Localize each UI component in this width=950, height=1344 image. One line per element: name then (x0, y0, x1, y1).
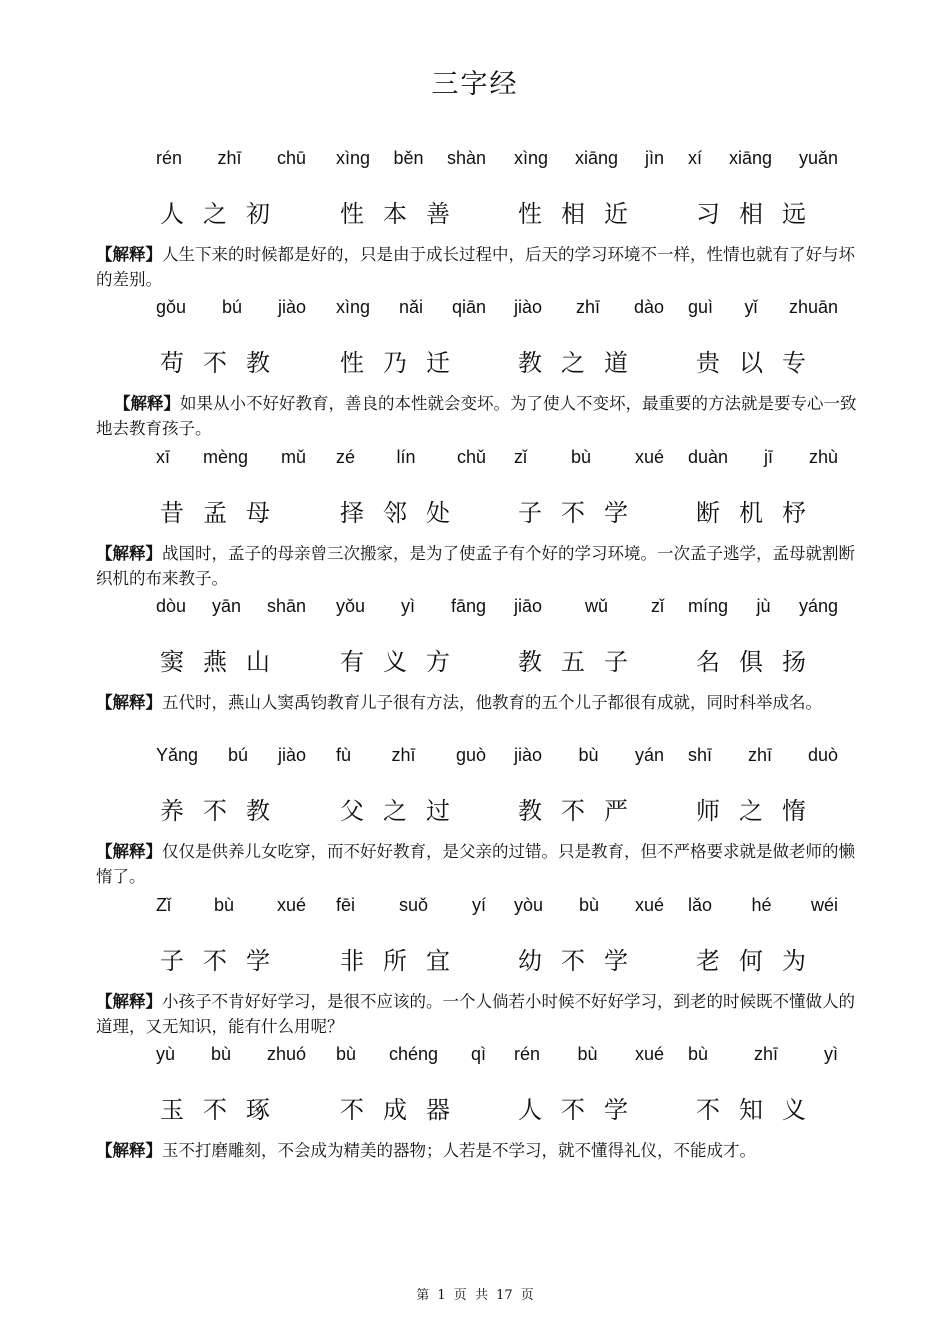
pinyin-syllable: xué (634, 895, 664, 915)
pinyin-syllable: zǐ (650, 596, 664, 616)
pinyin-syllable: zhī (754, 1044, 779, 1064)
pinyin-syllable: jī (764, 447, 773, 467)
pinyin-syllable: míng (688, 596, 729, 616)
hanzi-char: 断 (696, 499, 720, 527)
hanzi-char: 有 (340, 648, 364, 676)
hanzi-phrase (160, 1090, 270, 1125)
hanzi-char: 处 (426, 499, 450, 527)
pinyin-syllable: guì (688, 297, 714, 317)
hanzi-char: 山 (246, 648, 270, 676)
pinyin-syllable: chǔ (456, 447, 486, 467)
pinyin-group (336, 297, 486, 318)
pinyin-syllable: jiào (514, 745, 543, 765)
pinyin-group (336, 895, 486, 916)
pinyin-group (336, 1044, 486, 1065)
pinyin-syllable: zhī (217, 148, 242, 168)
explanation-label: 【解释】 (114, 394, 180, 413)
hanzi-char: 迁 (426, 349, 450, 377)
hanzi-char: 学 (246, 947, 270, 975)
hanzi-char: 不 (203, 797, 227, 825)
hanzi-char: 惰 (782, 797, 806, 825)
stanza (0, 447, 950, 591)
hanzi-char: 教 (246, 349, 270, 377)
hanzi-char: 不 (203, 1096, 227, 1124)
pinyin-group (514, 148, 664, 169)
pinyin-syllable: bú (221, 297, 243, 317)
hanzi-phrase (340, 791, 450, 826)
hanzi-char: 教 (518, 648, 542, 676)
hanzi-char: 子 (518, 499, 542, 527)
pinyin-syllable: jiào (277, 297, 306, 317)
hanzi-char: 性 (340, 349, 364, 377)
hanzi-char: 义 (383, 648, 407, 676)
pinyin-syllable: wéi (810, 895, 838, 915)
pinyin-syllable: xìng (336, 297, 371, 317)
hanzi-char: 知 (739, 1096, 763, 1124)
pinyin-syllable: jiào (514, 297, 543, 317)
pinyin-syllable: bù (688, 1044, 709, 1064)
explanation-text: 小孩子不肯好好学习，是很不应该的。一个人倘若小时候不好好学习，到老的时候既不懂做人的道理，又无知识，能有什么用呢？ (96, 992, 855, 1036)
hanzi-char: 昔 (160, 499, 184, 527)
pinyin-group (336, 745, 486, 766)
page-title: 三字经 (431, 69, 519, 100)
footer-page-number: 1 (437, 1288, 446, 1303)
pinyin-syllable: wǔ (585, 596, 609, 616)
hanzi-char: 教 (246, 797, 270, 825)
pinyin-row (0, 745, 950, 773)
hanzi-phrase (518, 194, 628, 229)
hanzi-phrase (518, 493, 628, 528)
pinyin-syllable: xī (156, 447, 171, 467)
hanzi-char: 不 (203, 947, 227, 975)
pinyin-group (514, 895, 664, 916)
hanzi-char: 习 (696, 200, 720, 228)
pinyin-syllable: yuǎn (798, 148, 838, 168)
pinyin-syllable: bù (210, 1044, 231, 1064)
hanzi-char: 不 (561, 499, 585, 527)
hanzi-char: 子 (604, 648, 628, 676)
hanzi-phrase (340, 1090, 450, 1125)
hanzi-row (0, 194, 950, 230)
pinyin-group (688, 745, 838, 766)
hanzi-char: 人 (518, 1096, 542, 1124)
hanzi-char: 何 (739, 947, 763, 975)
pinyin-syllable: Yǎng (156, 745, 199, 765)
hanzi-char: 俱 (739, 648, 763, 676)
pinyin-syllable: xiāng (574, 148, 619, 168)
hanzi-char: 初 (246, 200, 270, 228)
pinyin-syllable: bù (578, 745, 599, 765)
pinyin-syllable: mèng (202, 447, 249, 467)
hanzi-char: 子 (160, 947, 184, 975)
pinyin-syllable: nǎi (398, 297, 424, 317)
pinyin-syllable: gǒu (156, 297, 187, 317)
explanation-label: 【解释】 (96, 1141, 162, 1160)
hanzi-phrase (518, 791, 628, 826)
hanzi-char: 之 (383, 797, 407, 825)
pinyin-syllable: yì (823, 1044, 838, 1064)
hanzi-phrase (518, 343, 628, 378)
pinyin-group (514, 297, 664, 318)
hanzi-char: 师 (696, 797, 720, 825)
explanation (0, 690, 950, 715)
pinyin-group (336, 596, 486, 617)
pinyin-group (688, 148, 838, 169)
pinyin-group (688, 596, 838, 617)
hanzi-phrase (160, 343, 270, 378)
pinyin-group (336, 447, 486, 468)
explanation-text: 人生下来的时候都是好的，只是由于成长过程中，后天的学习环境不一样，性情也就有了好与坏的差别。 (96, 245, 855, 289)
pinyin-syllable: dào (633, 297, 664, 317)
hanzi-row (0, 941, 950, 977)
hanzi-char: 之 (739, 797, 763, 825)
pinyin-group (514, 447, 664, 468)
pinyin-syllable: jiāo (514, 596, 543, 616)
pinyin-syllable: mǔ (280, 447, 306, 467)
hanzi-phrase (340, 343, 450, 378)
pinyin-row (0, 297, 950, 325)
pinyin-syllable: dòu (156, 596, 187, 616)
pinyin-syllable: yán (634, 745, 664, 765)
pinyin-syllable: shàn (446, 148, 486, 168)
pinyin-row (0, 895, 950, 923)
pinyin-syllable: jiào (277, 745, 306, 765)
pinyin-syllable: shān (266, 596, 306, 616)
explanation-label: 【解释】 (96, 245, 162, 264)
hanzi-char: 玉 (160, 1096, 184, 1124)
hanzi-phrase (340, 941, 450, 976)
footer-ye: 页 (453, 1288, 467, 1303)
explanation-text: 如果从小不好好教育，善良的本性就会变坏。为了使人不变坏，最重要的方法就是要专心一致地去教育孩子。 (96, 394, 857, 438)
hanzi-char: 远 (782, 200, 806, 228)
pinyin-syllable: rén (514, 1044, 541, 1064)
hanzi-phrase (160, 791, 270, 826)
hanzi-char: 义 (782, 1096, 806, 1124)
pinyin-syllable: zhī (391, 745, 416, 765)
pinyin-syllable: zhuó (266, 1044, 306, 1064)
hanzi-char: 不 (561, 947, 585, 975)
pinyin-syllable: bù (578, 895, 600, 915)
pinyin-group (156, 895, 306, 916)
pinyin-syllable: hé (751, 895, 772, 915)
hanzi-char: 五 (561, 648, 585, 676)
hanzi-char: 道 (604, 349, 628, 377)
pinyin-group (514, 596, 664, 617)
hanzi-char: 孟 (203, 499, 227, 527)
pinyin-row (0, 1044, 950, 1072)
pinyin-syllable: fēi (336, 895, 356, 915)
pinyin-group (156, 148, 306, 169)
pinyin-syllable: fāng (450, 596, 486, 616)
hanzi-char: 不 (561, 1096, 585, 1124)
pinyin-syllable: yǐ (744, 297, 758, 317)
pinyin-syllable: rén (156, 148, 183, 168)
hanzi-char: 燕 (203, 648, 227, 676)
pinyin-syllable: bù (570, 447, 591, 467)
pinyin-group (156, 745, 306, 766)
stanza (0, 148, 950, 292)
pinyin-group (336, 148, 486, 169)
hanzi-row (0, 642, 950, 678)
explanation (0, 1138, 950, 1163)
hanzi-char: 父 (340, 797, 364, 825)
pinyin-row (0, 148, 950, 176)
hanzi-char: 琢 (246, 1096, 270, 1124)
explanation (0, 541, 950, 591)
hanzi-char: 苟 (160, 349, 184, 377)
pinyin-syllable: fù (336, 745, 352, 765)
pinyin-syllable: xué (276, 895, 306, 915)
hanzi-char: 善 (426, 200, 450, 228)
pinyin-syllable: xìng (514, 148, 549, 168)
pinyin-syllable: bù (577, 1044, 598, 1064)
pinyin-group (688, 297, 838, 318)
pinyin-syllable: lǎo (688, 895, 713, 915)
pinyin-syllable: bù (336, 1044, 357, 1064)
pinyin-syllable: jìn (644, 148, 664, 168)
pinyin-group (514, 745, 664, 766)
hanzi-char: 养 (160, 797, 184, 825)
hanzi-phrase (160, 493, 270, 528)
pinyin-syllable: yòu (514, 895, 544, 915)
hanzi-row (0, 493, 950, 529)
hanzi-char: 学 (604, 1096, 628, 1124)
hanzi-char: 宜 (426, 947, 450, 975)
hanzi-char: 专 (782, 349, 806, 377)
pinyin-syllable: shī (688, 745, 713, 765)
pinyin-syllable: xí (688, 148, 703, 168)
hanzi-char: 为 (782, 947, 806, 975)
pinyin-group (688, 1044, 838, 1065)
stanza (0, 895, 950, 1039)
stanza (0, 596, 950, 715)
page-footer (0, 1284, 950, 1303)
pinyin-syllable: Zǐ (156, 895, 171, 915)
pinyin-syllable: qì (470, 1044, 486, 1064)
pinyin-row (0, 447, 950, 475)
pinyin-syllable: zhuān (788, 297, 838, 317)
hanzi-row (0, 791, 950, 827)
hanzi-phrase (696, 1090, 806, 1125)
hanzi-phrase (160, 941, 270, 976)
hanzi-char: 不 (340, 1096, 364, 1124)
hanzi-char: 近 (604, 200, 628, 228)
pinyin-syllable: xiāng (728, 148, 772, 168)
pinyin-group (156, 297, 306, 318)
hanzi-char: 相 (739, 200, 763, 228)
hanzi-char: 性 (340, 200, 364, 228)
hanzi-phrase (340, 194, 450, 229)
explanation-label: 【解释】 (96, 544, 162, 563)
pinyin-syllable: zhī (575, 297, 600, 317)
stanza (0, 297, 950, 441)
hanzi-char: 不 (696, 1096, 720, 1124)
pinyin-syllable: zǐ (514, 447, 527, 467)
hanzi-phrase (696, 343, 806, 378)
hanzi-char: 名 (696, 648, 720, 676)
hanzi-char: 相 (561, 200, 585, 228)
hanzi-char: 性 (518, 200, 542, 228)
pinyin-syllable: chū (276, 148, 306, 168)
hanzi-char: 器 (426, 1096, 450, 1124)
hanzi-char: 学 (604, 947, 628, 975)
explanation (0, 242, 950, 292)
explanation-label: 【解释】 (96, 992, 162, 1011)
pinyin-syllable: duàn (688, 447, 729, 467)
hanzi-char: 之 (203, 200, 227, 228)
hanzi-char: 窦 (160, 648, 184, 676)
explanation-label: 【解释】 (96, 693, 162, 712)
hanzi-phrase (696, 194, 806, 229)
explanation-text: 仅仅是供养儿女吃穿，而不好好教育，是父亲的过错。只是教育，但不严格要求就是做老师的懒惰了。 (96, 842, 855, 886)
explanation (0, 989, 950, 1039)
hanzi-char: 贵 (696, 349, 720, 377)
hanzi-char: 学 (604, 499, 628, 527)
hanzi-char: 母 (246, 499, 270, 527)
pinyin-row (0, 596, 950, 624)
pinyin-syllable: guò (455, 745, 486, 765)
explanation (0, 391, 950, 441)
pinyin-syllable: xué (634, 447, 664, 467)
pinyin-group (688, 447, 838, 468)
explanation-text: 战国时，孟子的母亲曾三次搬家，是为了使孟子有个好的学习环境。一次孟子逃学，孟母就割断织机的布来教子。 (96, 544, 855, 588)
hanzi-char: 本 (383, 200, 407, 228)
hanzi-char: 之 (561, 349, 585, 377)
hanzi-char: 方 (426, 648, 450, 676)
hanzi-char: 择 (340, 499, 364, 527)
hanzi-char: 严 (604, 797, 628, 825)
pinyin-group (156, 1044, 306, 1065)
hanzi-char: 机 (739, 499, 763, 527)
hanzi-char: 幼 (518, 947, 542, 975)
pinyin-syllable: zhī (747, 745, 772, 765)
footer-total-pages: 17 (496, 1288, 513, 1303)
hanzi-char: 非 (340, 947, 364, 975)
footer-ye: 页 (520, 1288, 534, 1303)
explanation-text: 五代时，燕山人窦禹钧教育儿子很有方法，他教育的五个儿子都很有成就，同时科举成名。 (162, 693, 822, 712)
pinyin-group (156, 596, 306, 617)
hanzi-char: 成 (383, 1096, 407, 1124)
hanzi-char: 乃 (383, 349, 407, 377)
pinyin-syllable: yǒu (336, 596, 366, 616)
pinyin-syllable: yù (156, 1044, 176, 1064)
pinyin-syllable: jù (756, 596, 771, 616)
hanzi-phrase (518, 642, 628, 677)
pinyin-syllable: duò (807, 745, 838, 765)
stanza (0, 745, 950, 889)
hanzi-char: 教 (518, 797, 542, 825)
hanzi-char: 老 (696, 947, 720, 975)
pinyin-group (156, 447, 306, 468)
hanzi-phrase (518, 941, 628, 976)
hanzi-char: 以 (739, 349, 763, 377)
hanzi-phrase (518, 1090, 628, 1125)
hanzi-char: 人 (160, 200, 184, 228)
pinyin-syllable: chéng (388, 1044, 439, 1064)
hanzi-char: 不 (561, 797, 585, 825)
pinyin-syllable: zhù (808, 447, 838, 467)
hanzi-char: 扬 (782, 648, 806, 676)
pinyin-syllable: yí (471, 895, 486, 915)
hanzi-phrase (696, 493, 806, 528)
pinyin-syllable: xué (634, 1044, 664, 1064)
pinyin-group (514, 1044, 664, 1065)
pinyin-syllable: yì (400, 596, 415, 616)
pinyin-syllable: lín (396, 447, 416, 467)
pinyin-syllable: yān (211, 596, 242, 616)
stanza (0, 1044, 950, 1163)
hanzi-char: 所 (383, 947, 407, 975)
hanzi-phrase (696, 642, 806, 677)
pinyin-syllable: bù (213, 895, 234, 915)
explanation-label: 【解释】 (96, 842, 162, 861)
hanzi-phrase (340, 493, 450, 528)
hanzi-char: 过 (426, 797, 450, 825)
hanzi-phrase (696, 941, 806, 976)
pinyin-group (688, 895, 838, 916)
hanzi-phrase (696, 791, 806, 826)
hanzi-row (0, 1090, 950, 1126)
pinyin-syllable: zé (336, 447, 356, 467)
pinyin-syllable: běn (393, 148, 424, 168)
hanzi-phrase (340, 642, 450, 677)
hanzi-char: 邻 (383, 499, 407, 527)
footer-gong: 共 (474, 1288, 488, 1303)
hanzi-phrase (160, 194, 270, 229)
pinyin-syllable: suǒ (398, 895, 429, 915)
pinyin-syllable: xìng (336, 148, 371, 168)
pinyin-syllable: qiān (451, 297, 486, 317)
pinyin-syllable: yáng (798, 596, 838, 616)
hanzi-char: 杼 (782, 499, 806, 527)
hanzi-phrase (160, 642, 270, 677)
hanzi-char: 不 (203, 349, 227, 377)
explanation (0, 839, 950, 889)
hanzi-row (0, 343, 950, 379)
pinyin-syllable: bú (227, 745, 249, 765)
footer-di: 第 (416, 1288, 430, 1303)
hanzi-char: 教 (518, 349, 542, 377)
explanation-text: 玉不打磨雕刻，不会成为精美的器物；人若是不学习，就不懂得礼仪，不能成才。 (162, 1141, 756, 1160)
